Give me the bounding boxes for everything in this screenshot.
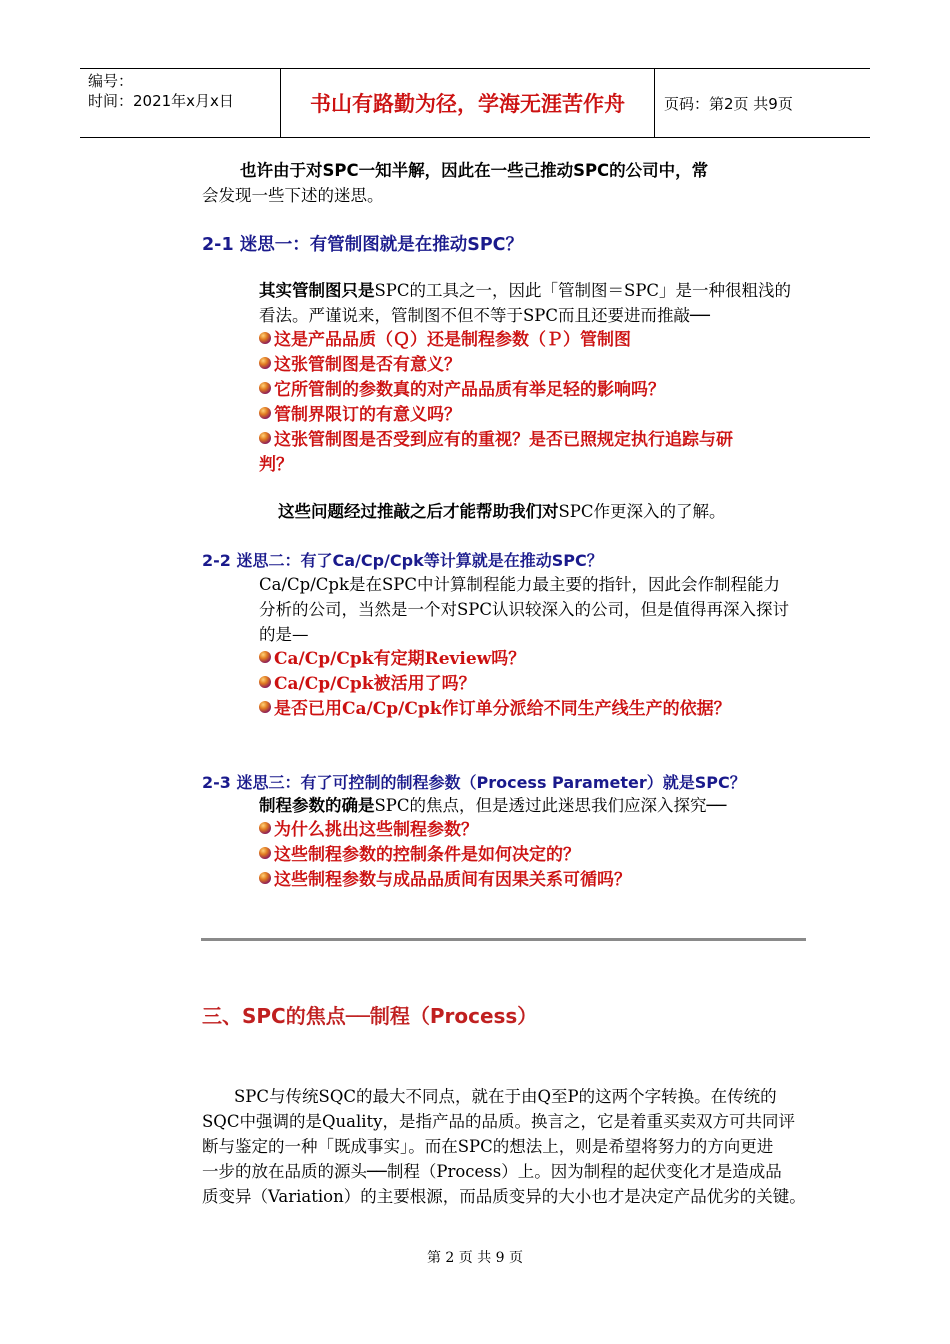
s23-bullet: 这些制程参数的控制条件是如何决定的？ [259,843,819,868]
s21-bullet: 这是产品品质（Ｑ）还是制程参数（Ｐ）管制图 [259,328,819,353]
page-code: 页码：第2页 共9页 [664,94,793,113]
bullet-ball-icon [259,847,271,859]
intro-line-2: 会发现一些下述的迷思。 [202,186,384,205]
heading-2-2: 2-2 迷思二：有了Ca/Cp/Cpk等计算就是在推动SPC？ [202,551,603,570]
s21-bullet-cont: 判？ [259,455,293,475]
bullet-ball-icon [259,872,271,884]
bullet-ball-icon [259,407,271,419]
number-label: 编号： [88,72,134,90]
section-2-2-body [259,572,819,722]
heading-2-3: 2-3 迷思三：有了可控制的制程参数（Process Parameter）就是SPC？ [202,773,746,792]
s21-line-2: 看法。严谨说来，管制图不但不等于SPC而且还要进而推敲── [259,306,710,325]
header-meta [80,69,281,137]
page-footer: 第 2 页 共 9 页 [426,1250,524,1266]
bullet-ball-icon [259,676,271,688]
bullet-ball-icon [259,651,271,663]
s21-bullet: 这张管制图是否有意义？ [259,353,819,378]
bullet-ball-icon [259,357,271,369]
heading-2-1: 2-1 迷思一：有管制图就是在推动SPC？ [202,235,523,255]
s23-line: 制程参数的确是SPC的焦点，但是透过此迷思我们应深入探究── [259,796,727,815]
page-header [80,68,870,138]
section-divider [201,938,806,941]
intro-paragraph [202,158,822,208]
bullet-ball-icon [259,332,271,344]
intro-line-1: 也许由于对SPC一知半解，因此在一些己推动SPC的公司中，常 [240,161,709,180]
motto: 书山有路勤为径，学海无涯苦作舟 [310,91,625,116]
header-motto-cell [281,69,655,137]
bullet-ball-icon [259,822,271,834]
bullet-ball-icon [259,432,271,444]
section-3-title: 三、SPC的焦点──制程（Process） [202,1004,538,1028]
s3-line: 质变异（Variation）的主要根源，而品质变异的大小也才是决定产品优劣的关键。 [202,1187,806,1206]
s22-line: 分析的公司，当然是一个对SPC认识较深入的公司，但是值得再深入探讨 [259,600,790,619]
time-label: 时间：2021年x月x日 [88,92,234,110]
s22-bullet: Ca/Cp/Cpk被活用了吗？ [259,672,819,697]
bullet-ball-icon [259,382,271,394]
section-2-1-body [259,278,819,478]
s22-bullet: Ca/Cp/Cpk有定期Review吗？ [259,647,819,672]
s21-bullet: 这张管制图是否受到应有的重视？是否已照规定执行追踪与研 [259,428,819,453]
s3-line: 断与鉴定的一种「既成事实」。而在SPC的想法上，则是希望将努力的方向更进 [202,1137,774,1156]
s3-line: SPC与传统SQC的最大不同点，就在于由Q至P的这两个字转换。在传统的 [234,1087,777,1106]
s22-line: 的是— [259,625,309,644]
s21-closing: 这些问题经过推敲之后才能帮助我们对SPC作更深入的了解。 [278,502,726,521]
section-3-body [202,1084,812,1209]
section-2-3-body [259,793,819,893]
s23-bullet: 这些制程参数与成品品质间有因果关系可循吗？ [259,868,819,893]
s21-bullet: 管制界限订的有意义吗？ [259,403,819,428]
s21-line-1: 其实管制图只是SPC的工具之一，因此「管制图＝SPC」是一种很粗浅的 [259,281,792,300]
s3-line: SQC中强调的是Quality，是指产品的品质。换言之，它是着重买卖双方可共同评 [202,1112,795,1131]
s21-bullet: 它所管制的参数真的对产品品质有举足轻的影响吗？ [259,378,819,403]
bullet-ball-icon [259,701,271,713]
s3-line: 一步的放在品质的源头──制程（Process）上。因为制程的起伏变化才是造成品 [202,1162,782,1181]
s22-bullet: 是否已用Ca/Cp/Cpk作订单分派给不同生产线生产的依据？ [259,697,819,722]
s22-line: Ca/Cp/Cpk是在SPC中计算制程能力最主要的指针，因此会作制程能力 [259,575,780,594]
s23-bullet: 为什么挑出这些制程参数？ [259,818,819,843]
